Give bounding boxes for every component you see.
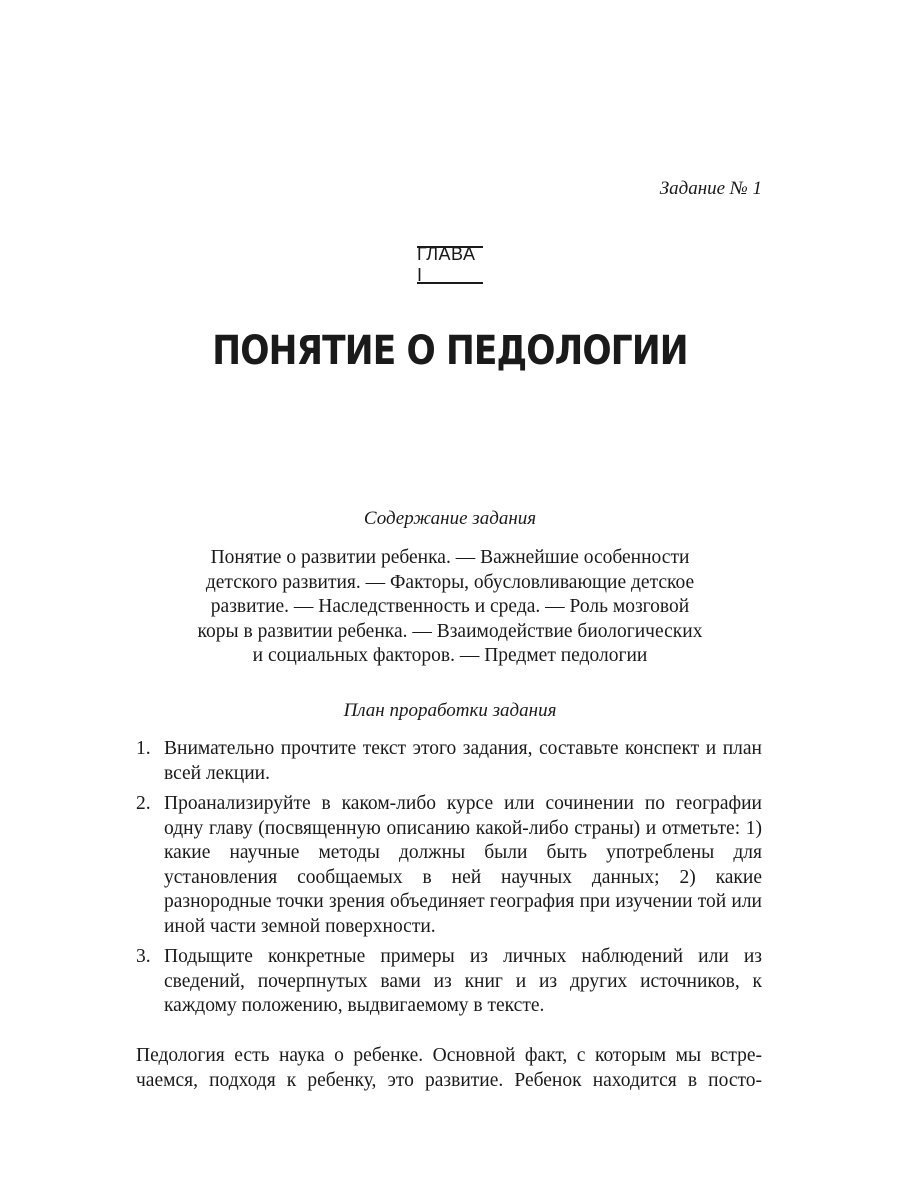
plan-heading: План проработки задания [343, 700, 557, 721]
contents-line: детского развития. — Факторы, обусловливающие детское [205, 571, 695, 593]
plan-item-number: 1. [136, 738, 151, 759]
contents-line: развитие. — Наследственность и среда. — Роль мозговой [210, 596, 690, 617]
plan-item [136, 945, 762, 1019]
chapter-title: ПОНЯТИЕ О ПЕДОЛОГИИ [212, 328, 688, 374]
plan-item-text: Проанализируйте в каком-либо курсе или сочинении по географии одну главу (посвященную описанию какой-либо страны) и отметьте: 1) какие научные методы должны были быть употреблены для установления сообщаемых в ней научных данных; 2) какие разнородные точки зрения объединяет география при изучении той или иной части земной поверхности. [164, 793, 762, 937]
body-line: Педология есть наука о ребенке. Основной факт, с которым мы встре- [136, 1045, 762, 1066]
body-paragraph [136, 1043, 762, 1093]
running-header: Задание № 1 [659, 178, 762, 199]
contents-line: коры в развитии ребенка. — Взаимодействие биологических [197, 620, 703, 642]
contents-line: и социальных факторов. — Предмет педологии [252, 645, 648, 666]
plan-item-text: Подыщите конкретные примеры из личных наблюдений или из сведений, почерпнутых вами из книг и из других источников, к каждому положению, выдвигаемому в тексте. [164, 946, 762, 1016]
contents-heading: Содержание задания [363, 508, 537, 529]
plan-item-text: Внимательно прочтите текст этого задания, составьте конспект и план всей лекции. [164, 738, 762, 784]
chapter-label: ГЛАВА I [417, 246, 483, 284]
plan-item-number: 2. [136, 793, 151, 814]
plan-item-number: 3. [136, 946, 151, 967]
contents-block [0, 546, 900, 669]
plan-item [136, 737, 762, 786]
plan-item [136, 792, 762, 939]
body-line: чаемся, подходя к ребенку, это развитие. Ребенок находится в посто- [136, 1070, 762, 1091]
plan-list [136, 737, 762, 1025]
contents-line: Понятие о развитии ребенка. — Важнейшие особенности [210, 547, 690, 568]
